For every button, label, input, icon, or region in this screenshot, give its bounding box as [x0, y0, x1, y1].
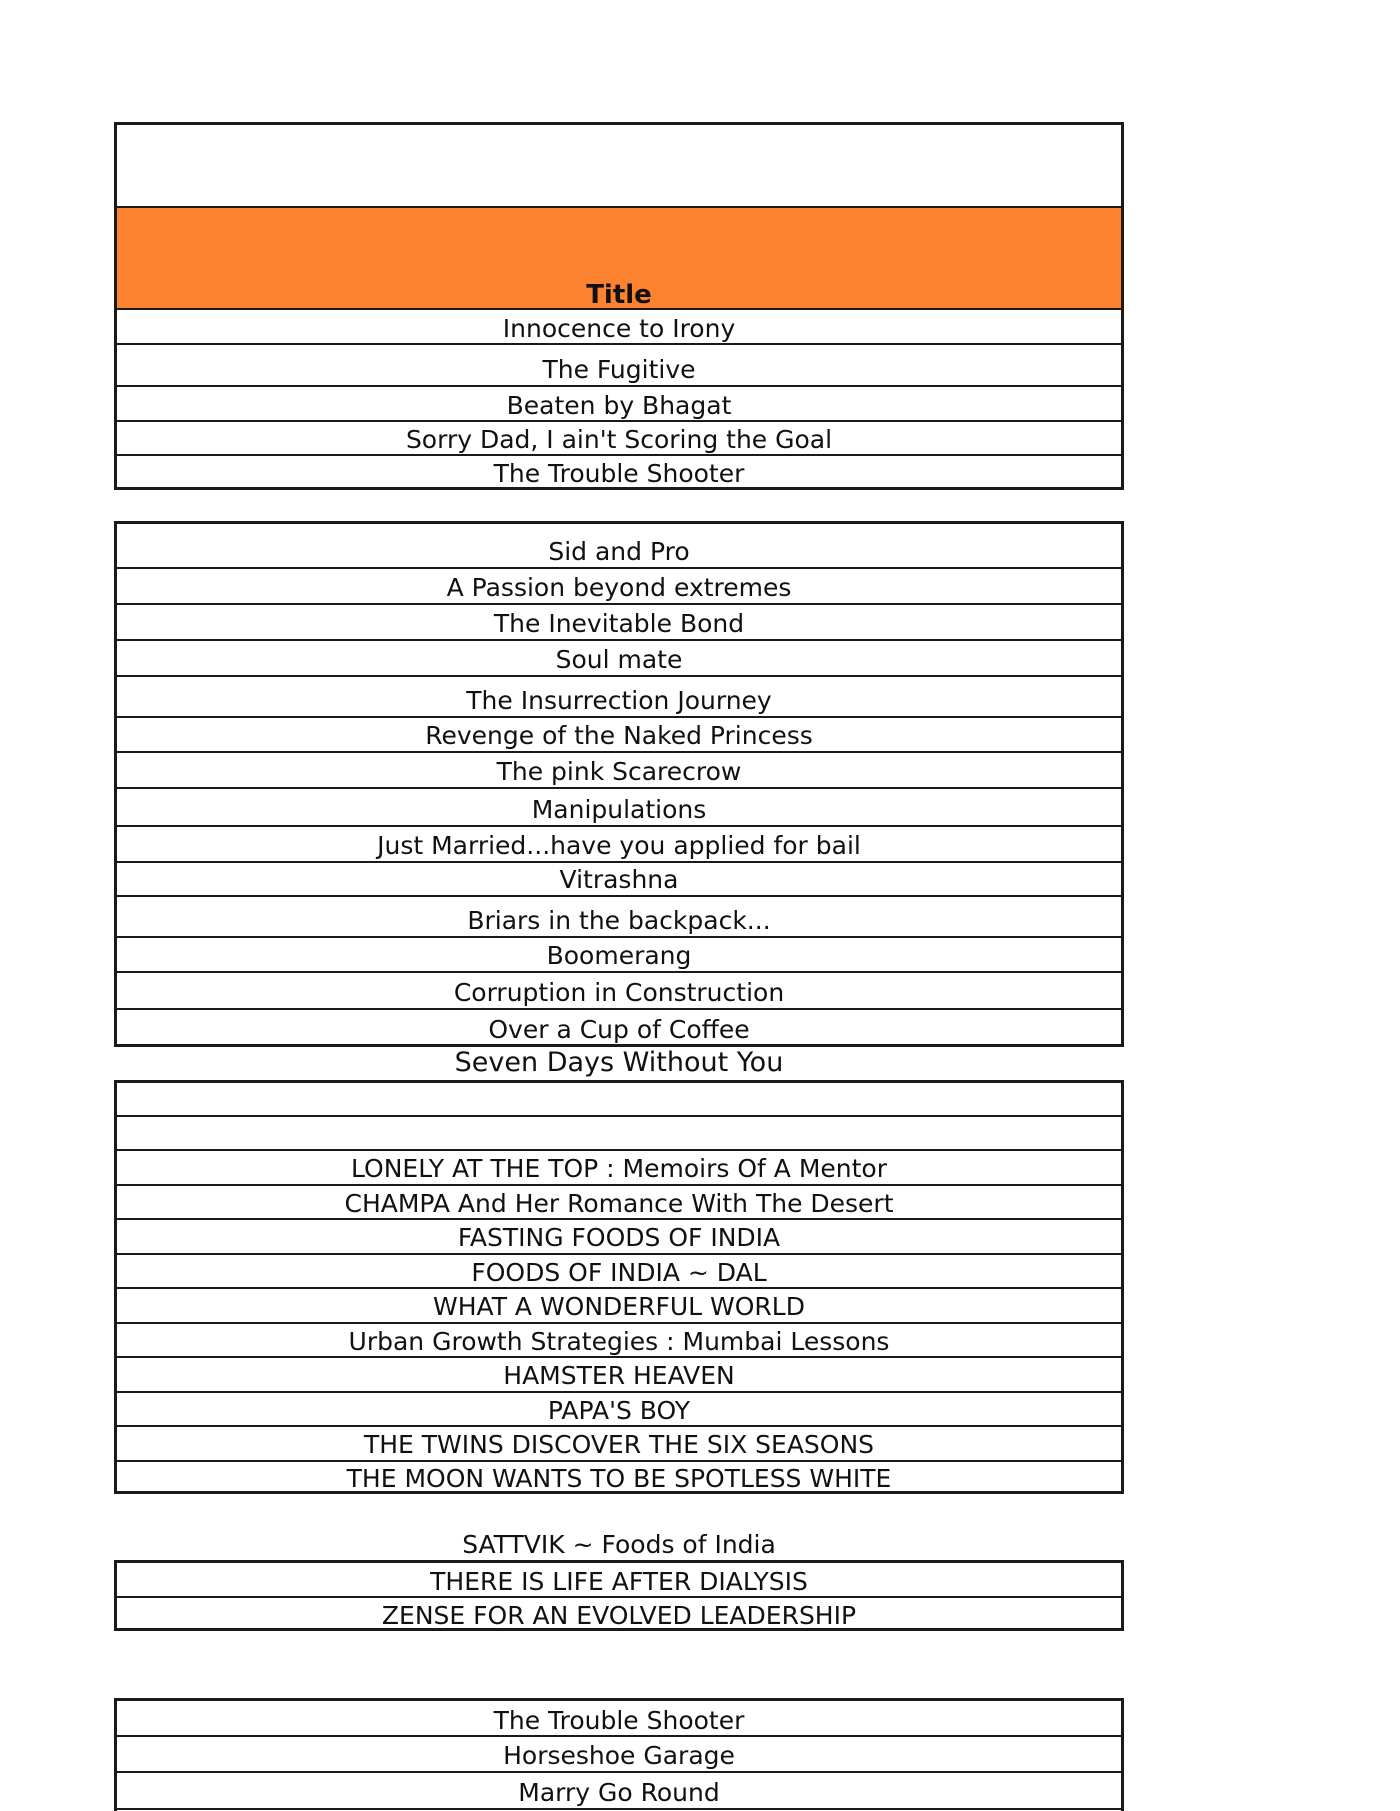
table-row: Innocence to Irony — [502, 314, 736, 343]
row-divider — [117, 1356, 1121, 1358]
table-row: Urban Growth Strategies : Mumbai Lessons — [348, 1327, 890, 1356]
row-divider — [117, 825, 1121, 827]
table-row: Revenge of the Naked Princess — [425, 721, 813, 750]
row-divider — [117, 675, 1121, 677]
table-row: WHAT A WONDERFUL WORLD — [433, 1292, 805, 1321]
loose-title: SATTVIK ~ Foods of India — [462, 1530, 776, 1559]
row-divider — [117, 567, 1121, 569]
row-divider — [117, 1391, 1121, 1393]
row-divider — [117, 1287, 1121, 1289]
table-row: The Trouble Shooter — [493, 1706, 745, 1735]
row-divider — [117, 1425, 1121, 1427]
table-row: A Passion beyond extremes — [446, 573, 792, 602]
table-row: CHAMPA And Her Romance With The Desert — [344, 1189, 894, 1218]
row-divider — [117, 308, 1121, 310]
title-table-3 — [114, 1080, 1124, 1494]
row-divider — [117, 1253, 1121, 1255]
title-table-1 — [114, 122, 1124, 490]
table-row: Beaten by Bhagat — [506, 391, 732, 420]
table-row: Boomerang — [546, 941, 692, 970]
row-divider — [117, 639, 1121, 641]
title-table-4 — [114, 1560, 1124, 1631]
table-row: The pink Scarecrow — [496, 757, 742, 786]
table-row: Corruption in Construction — [453, 978, 785, 1007]
table-row: The Inevitable Bond — [493, 609, 745, 638]
table-row: PAPA'S BOY — [547, 1396, 691, 1425]
table-row: HAMSTER HEAVEN — [503, 1361, 735, 1390]
row-divider — [117, 454, 1121, 456]
row-divider — [117, 1771, 1121, 1773]
title-table-5 — [114, 1698, 1124, 1811]
row-divider — [117, 716, 1121, 718]
table-row: The Fugitive — [542, 355, 696, 384]
row-divider — [117, 861, 1121, 863]
row-divider — [117, 1115, 1121, 1117]
table-row: Marry Go Round — [518, 1778, 720, 1807]
row-divider — [117, 1322, 1121, 1324]
row-divider — [117, 971, 1121, 973]
row-divider — [117, 420, 1121, 422]
table-row: Manipulations — [531, 795, 707, 824]
row-divider — [117, 751, 1121, 753]
table-row: FASTING FOODS OF INDIA — [457, 1223, 781, 1252]
row-divider — [117, 936, 1121, 938]
row-divider — [117, 1735, 1121, 1737]
row-divider — [117, 895, 1121, 897]
table-row: The Trouble Shooter — [493, 459, 745, 488]
table-row: Sorry Dad, I ain't Scoring the Goal — [405, 425, 833, 454]
table-row: ZENSE FOR AN EVOLVED LEADERSHIP — [381, 1601, 857, 1630]
table-row: Vitrashna — [559, 865, 679, 894]
table-row: THERE IS LIFE AFTER DIALYSIS — [430, 1567, 808, 1596]
row-divider — [117, 1218, 1121, 1220]
row-divider — [117, 1149, 1121, 1151]
table-row: The Insurrection Journey — [466, 686, 772, 715]
table-row: Briars in the backpack... — [467, 906, 771, 935]
table-row: THE MOON WANTS TO BE SPOTLESS WHITE — [346, 1464, 892, 1493]
title-table-2 — [114, 521, 1124, 1047]
table-row: Sid and Pro — [548, 537, 690, 566]
row-divider — [117, 1808, 1121, 1810]
row-divider — [117, 1460, 1121, 1462]
table-row: Horseshoe Garage — [503, 1741, 735, 1770]
row-divider — [117, 1184, 1121, 1186]
table-row: Over a Cup of Coffee — [488, 1015, 750, 1044]
row-divider — [117, 1596, 1121, 1598]
row-divider — [117, 603, 1121, 605]
table-row: LONELY AT THE TOP : Memoirs Of A Mentor — [350, 1154, 887, 1183]
row-divider — [117, 343, 1121, 345]
column-header-title: Title — [586, 280, 652, 310]
table-row: Soul mate — [555, 645, 683, 674]
row-divider — [117, 787, 1121, 789]
table-row: Just Married...have you applied for bail — [377, 831, 861, 860]
table-row: THE TWINS DISCOVER THE SIX SEASONS — [363, 1430, 875, 1459]
row-divider — [117, 1008, 1121, 1010]
row-divider — [117, 385, 1121, 387]
loose-title: Seven Days Without You — [454, 1047, 784, 1078]
table-row: FOODS OF INDIA ~ DAL — [471, 1258, 767, 1287]
